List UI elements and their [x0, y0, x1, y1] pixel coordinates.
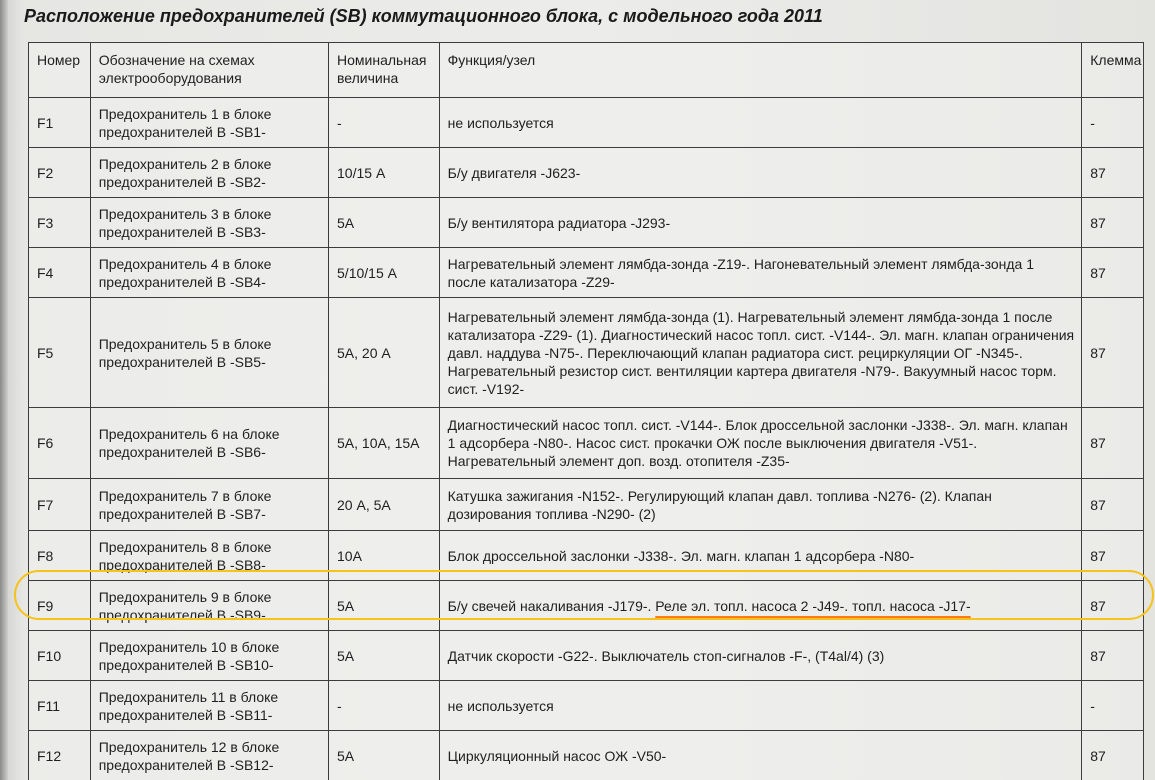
fuse-rating: 5А [329, 581, 440, 631]
fuse-designation: Предохранитель 9 в блоке предохранителей В -SB9- [90, 581, 328, 631]
fuse-designation: Предохранитель 2 в блоке предохранителей В -SB2- [90, 148, 328, 198]
table-row [29, 298, 1144, 408]
fuse-function [439, 581, 1082, 631]
table-header-row [29, 43, 1144, 98]
fuse-number: F10 [29, 631, 91, 681]
fuse-function: Диагностический насос топл. сист. -V144-. Блок дроссельной заслонки -J338-. Эл. магн. клапан 1 адсорбера -N80-. Насос сист. прокачки ОЖ после выключения двигателя -V51-. Нагревательный элемент доп. возд. отопителя -Z35- [439, 408, 1082, 479]
column-header-designation: Обозначение на схемах электрооборудования [90, 43, 328, 98]
fuse-number: F4 [29, 248, 91, 298]
table-row [29, 198, 1144, 248]
table-row [29, 731, 1144, 780]
fuse-function: Нагревательный элемент лямбда-зонда -Z19-. Нагоневательный элемент лямбда-зонда 1 после катализатора -Z29- [439, 248, 1082, 298]
table-row [29, 98, 1144, 148]
fuse-designation: Предохранитель 10 в блоке предохранителей В -SB10- [90, 631, 328, 681]
fuse-designation: Предохранитель 7 в блоке предохранителей В -SB7- [90, 479, 328, 531]
fuse-number: F11 [29, 681, 91, 731]
fuse-number: F12 [29, 731, 91, 780]
column-header-terminal: Клемма [1082, 43, 1144, 98]
fuse-number: F2 [29, 148, 91, 198]
fuse-function: Б/у двигателя -J623- [439, 148, 1082, 198]
fuse-number: F3 [29, 198, 91, 248]
fuse-terminal: 87 [1082, 198, 1144, 248]
fuse-table [28, 42, 1144, 780]
fuse-terminal: - [1082, 98, 1144, 148]
fuse-terminal: - [1082, 681, 1144, 731]
column-header-number: Номер [29, 43, 91, 98]
fuse-function: Блок дроссельной заслонки -J338-. Эл. магн. клапан 1 адсорбера -N80- [439, 531, 1082, 581]
column-header-rating: Номинальная величина [329, 43, 440, 98]
fuse-designation: Предохранитель 5 в блоке предохранителей В -SB5- [90, 298, 328, 408]
fuse-rating: 5А, 10А, 15А [329, 408, 440, 479]
fuse-designation: Предохранитель 3 в блоке предохранителей В -SB3- [90, 198, 328, 248]
table-row [29, 408, 1144, 479]
fuse-function: не используется [439, 681, 1082, 731]
fuse-number: F1 [29, 98, 91, 148]
fuse-rating: 5А [329, 731, 440, 780]
fuse-terminal: 87 [1082, 408, 1144, 479]
fuse-designation: Предохранитель 6 на блоке предохранителей В -SB6- [90, 408, 328, 479]
fuse-terminal: 87 [1082, 248, 1144, 298]
fuse-rating: 10А [329, 531, 440, 581]
fuse-function: не используется [439, 98, 1082, 148]
table-row-highlighted [29, 581, 1144, 631]
table-row [29, 681, 1144, 731]
fuse-number: F5 [29, 298, 91, 408]
page-title: Расположение предохранителей (SB) коммутационного блока, с модельного года 2011 [24, 6, 823, 26]
fuse-rating: - [329, 681, 440, 731]
fuse-function: Катушка зажигания -N152-. Регулирующий клапан давл. топлива -N276- (2). Клапан дозирования топлива -N290- (2) [439, 479, 1082, 531]
fuse-terminal: 87 [1082, 731, 1144, 780]
table-row [29, 631, 1144, 681]
fuse-terminal: 87 [1082, 148, 1144, 198]
fuse-designation: Предохранитель 4 в блоке предохранителей В -SB4- [90, 248, 328, 298]
fuse-terminal: 87 [1082, 479, 1144, 531]
fuse-rating: 5А [329, 198, 440, 248]
fuse-designation: Предохранитель 11 в блоке предохранителей В -SB11- [90, 681, 328, 731]
fuse-function: Циркуляционный насос ОЖ -V50- [439, 731, 1082, 780]
fuse-number: F9 [29, 581, 91, 631]
fuse-rating: - [329, 98, 440, 148]
fuse-number: F6 [29, 408, 91, 479]
fuse-designation: Предохранитель 8 в блоке предохранителей В -SB8- [90, 531, 328, 581]
fuse-rating: 5А [329, 631, 440, 681]
table-row [29, 148, 1144, 198]
fuse-rating: 5/10/15 А [329, 248, 440, 298]
fuse-rating: 5А, 20 А [329, 298, 440, 408]
underlined-function-text: Реле эл. топл. насоса 2 -J49-. топл. насоса -J17- [655, 597, 971, 614]
fuse-function: Датчик скорости -G22-. Выключатель стоп-сигналов -F-, (T4al/4) (3) [439, 631, 1082, 681]
table-row [29, 531, 1144, 581]
fuse-terminal: 87 [1082, 298, 1144, 408]
function-text: Б/у свечей накаливания -J179-. [447, 597, 656, 614]
table-row [29, 248, 1144, 298]
fuse-terminal: 87 [1082, 581, 1144, 631]
page-edge-shadow [0, 0, 8, 780]
fuse-function: Нагревательный элемент лямбда-зонда (1). Нагревательный элемент лямбда-зонда 1 после катализатора -Z29- (1). Диагностический насос топл. сист. -V144-. Эл. магн. клапан ограничения давл. наддува -N75-. Переключающий клапан радиатора сист. рециркуляции ОГ -N345-. Нагревательный резистор сист. вентиляции картера двигателя -N79-. Вакуумный насос торм. сист. -V192- [439, 298, 1082, 408]
fuse-rating: 20 А, 5А [329, 479, 440, 531]
fuse-designation: Предохранитель 1 в блоке предохранителей В -SB1- [90, 98, 328, 148]
fuse-terminal: 87 [1082, 531, 1144, 581]
fuse-rating: 10/15 А [329, 148, 440, 198]
column-header-function: Функция/узел [439, 43, 1082, 98]
fuse-terminal: 87 [1082, 631, 1144, 681]
fuse-number: F8 [29, 531, 91, 581]
fuse-designation: Предохранитель 12 в блоке предохранителей В -SB12- [90, 731, 328, 780]
fuse-number: F7 [29, 479, 91, 531]
table-row [29, 479, 1144, 531]
fuse-function: Б/у вентилятора радиатора -J293- [439, 198, 1082, 248]
